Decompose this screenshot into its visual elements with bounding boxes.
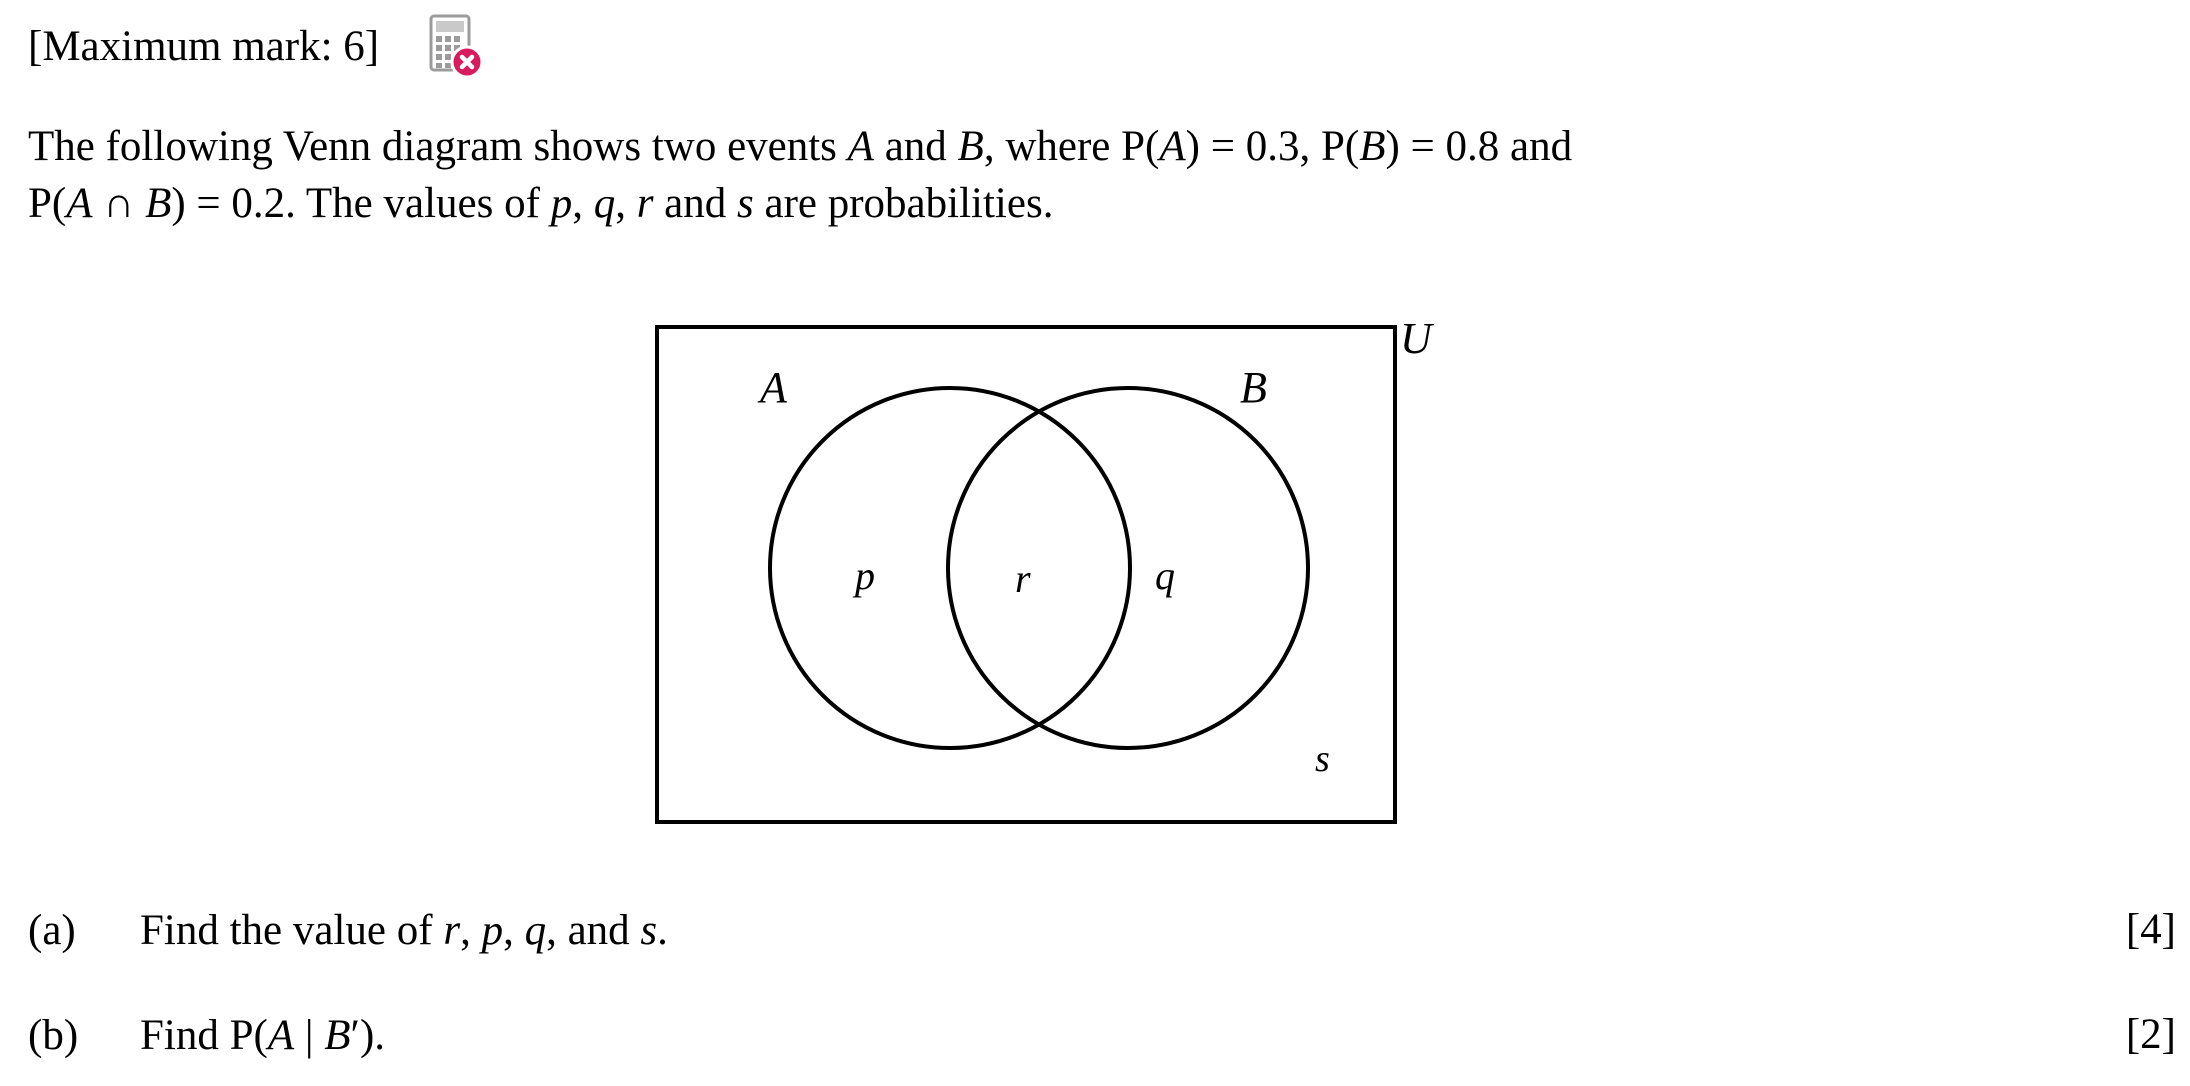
question-part-b — [28, 1010, 385, 1062]
venn-universe-label: U — [1400, 314, 1432, 363]
question-part-a — [28, 905, 668, 957]
part-b-tag: (b) — [28, 1012, 79, 1059]
part-b-marks: [2] — [2125, 1011, 2176, 1058]
maximum-mark-label: [Maximum mark: 6] — [28, 23, 380, 71]
venn-set-a-label: A — [760, 363, 787, 412]
part-a-text: Find the value of r, p, q, and s. — [140, 907, 668, 954]
question-statement — [28, 118, 2108, 232]
venn-set-b-label: B — [1240, 363, 1267, 412]
venn-region-b-only-label: q — [1155, 553, 1175, 598]
venn-region-intersection-label: r — [1015, 556, 1031, 601]
part-b-text: Find P(A | B′). — [140, 1012, 386, 1059]
venn-region-outside-label: s — [1315, 738, 1330, 780]
part-a-tag: (a) — [28, 907, 76, 954]
statement-line-1: The following Venn diagram shows two events A and B, where P(A) = 0.3, P(B) = 0.8 and — [28, 123, 1573, 170]
header-row — [28, 14, 487, 80]
venn-diagram — [655, 314, 1432, 830]
no-calculator-icon — [421, 14, 487, 80]
statement-line-2: P(A ∩ B) = 0.2. The values of p, q, r and s are probabilities. — [28, 180, 1054, 228]
part-a-marks: [4] — [2125, 906, 2176, 953]
venn-region-a-only-label: p — [855, 553, 875, 598]
